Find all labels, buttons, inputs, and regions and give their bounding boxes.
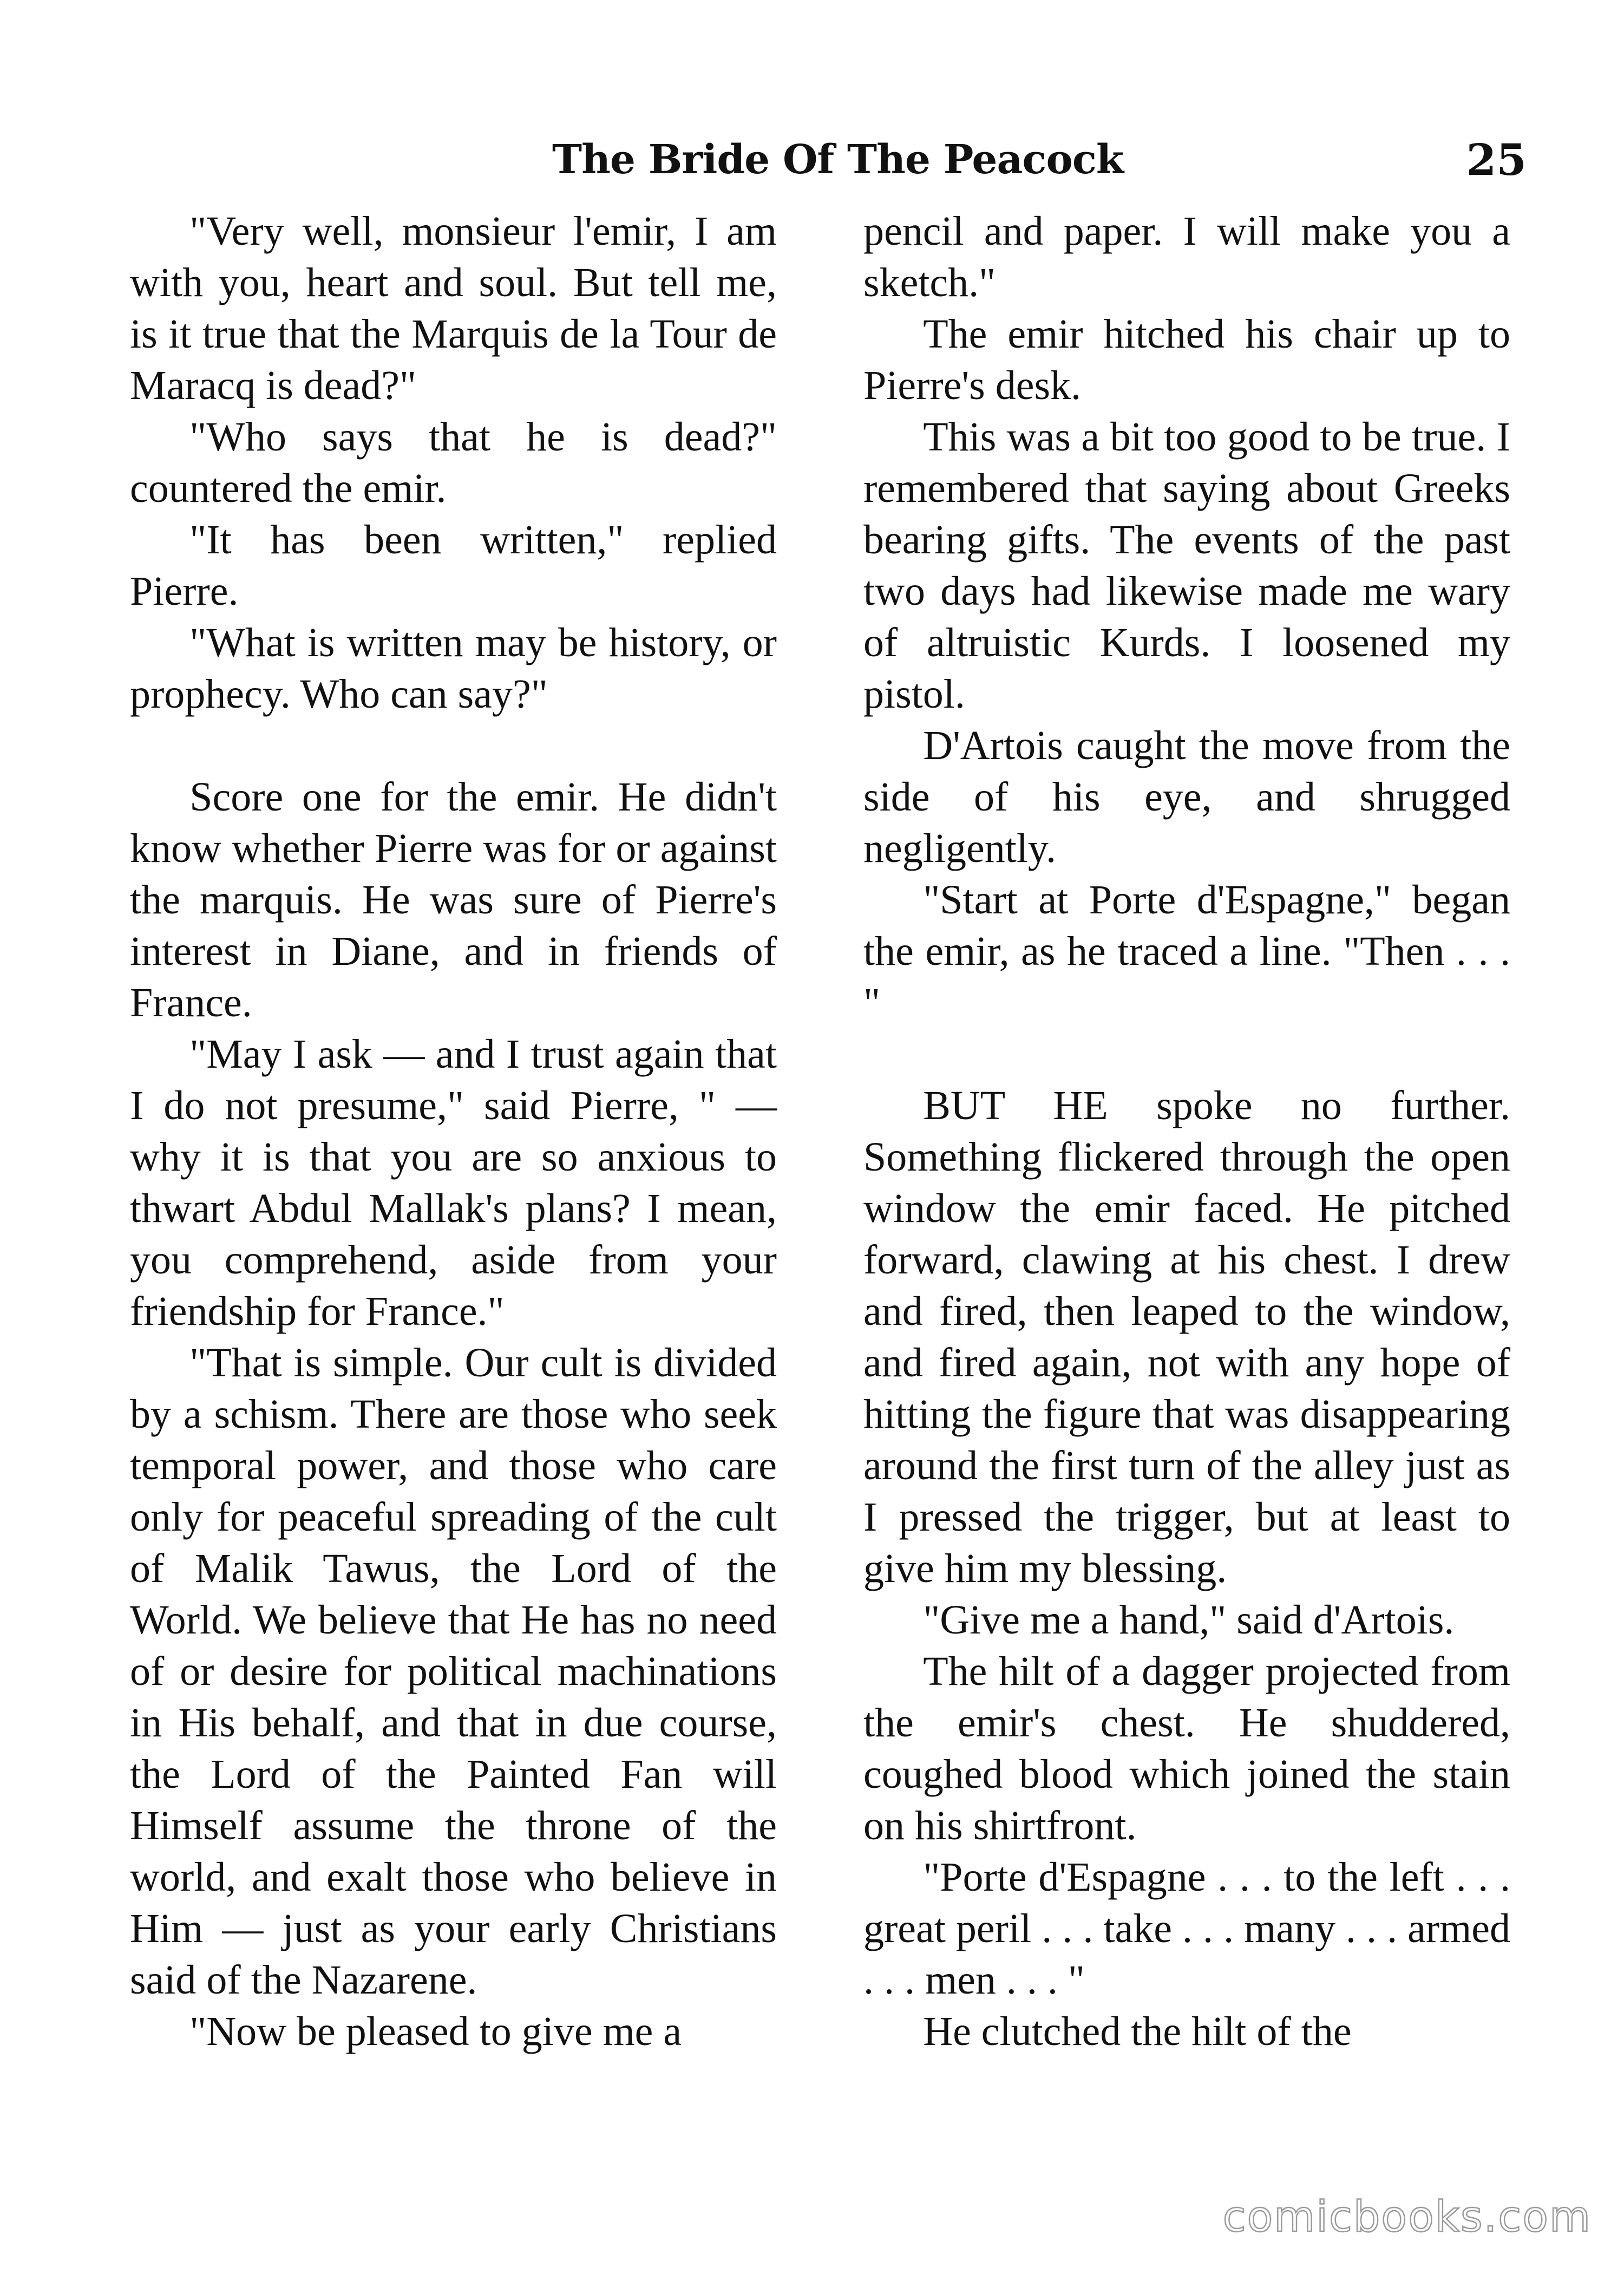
paragraph: "Now be pleased to give me a — [189, 2009, 682, 2054]
running-header — [552, 127, 1527, 192]
paragraph: He clutched the hilt of the — [923, 2009, 1352, 2054]
paragraph: The emir hitched his chair up to Pierre's desk. — [863, 311, 1510, 408]
paragraph: BUT HE spoke no further. Something flickered through the open window the emir faced. He pitched forward, clawing at his chest. I drew and fired, then leaped to the window, and fired again, not with any hope of hitting the figure that was disappearing around the first turn of the alley just as I pressed the trigger, but at least to give him my blessing. — [863, 1083, 1510, 1591]
paragraph: D'Artois caught the move from the side of his eye, and shrugged negligently. — [863, 723, 1510, 871]
paragraph: "May I ask — and I trust again that I do not presume," said Pierre, " — why it is that you are so anxious to thwart Abdul Mallak's plans? I mean, you comprehend, aside from your friendship for France." — [130, 1031, 777, 1334]
left-column — [130, 206, 777, 2057]
paragraph: "It has been written," replied Pierre. — [130, 517, 777, 614]
paragraph: "What is written may be history, or prophecy. Who can say?" — [130, 620, 777, 717]
paragraph: "Porte d'Espagne . . . to the left . . . great peril . . . take . . . many . . . armed . . . men . . . " — [863, 1854, 1510, 2003]
paragraph: pencil and paper. I will make you a sketch." — [863, 208, 1510, 305]
watermark: comicbooks.com — [1222, 2193, 1592, 2242]
paragraph: The hilt of a dagger projected from the emir's chest. He shuddered, coughed blood which joined the stain on his shirtfront. — [863, 1649, 1510, 1848]
running-title: The Bride Of The Peacock — [552, 136, 1124, 183]
paragraph: This was a bit too good to be true. I remembered that saying about Greeks bearing gifts. The events of the past two days had likewise made me wary of altruistic Kurds. I loosened my pistol. — [863, 414, 1510, 717]
page-number: 25 — [1466, 134, 1527, 185]
paragraph: "Start at Porte d'Espagne," began the emir, as he traced a line. "Then . . . " — [863, 877, 1510, 1025]
paragraph: "Very well, monsieur l'emir, I am with you, heart and soul. But tell me, is it true that the Marquis de la Tour de Maracq is dead?" — [130, 208, 777, 408]
paragraph: "Who says that he is dead?" countered the emir. — [130, 414, 777, 511]
paragraph: "Give me a hand," said d'Artois. — [923, 1597, 1455, 1643]
paragraph: Score one for the emir. He didn't know whether Pierre was for or against the marquis. He was sure of Pierre's interest in Diane, and in friends of France. — [130, 774, 777, 1025]
paragraph: "That is simple. Our cult is divided by a schism. There are those who seek temporal power, and those who care only for peaceful spreading of the cult of Malik Tawus, the Lord of the World. We believe that He has no need of or desire for political machinations in His behalf, and that in due course, the Lord of the Painted Fan will Himself assume the throne of the world, and exalt those who believe in Him — just as your early Christians said of the Nazarene. — [130, 1340, 777, 2003]
right-column — [863, 206, 1510, 2057]
